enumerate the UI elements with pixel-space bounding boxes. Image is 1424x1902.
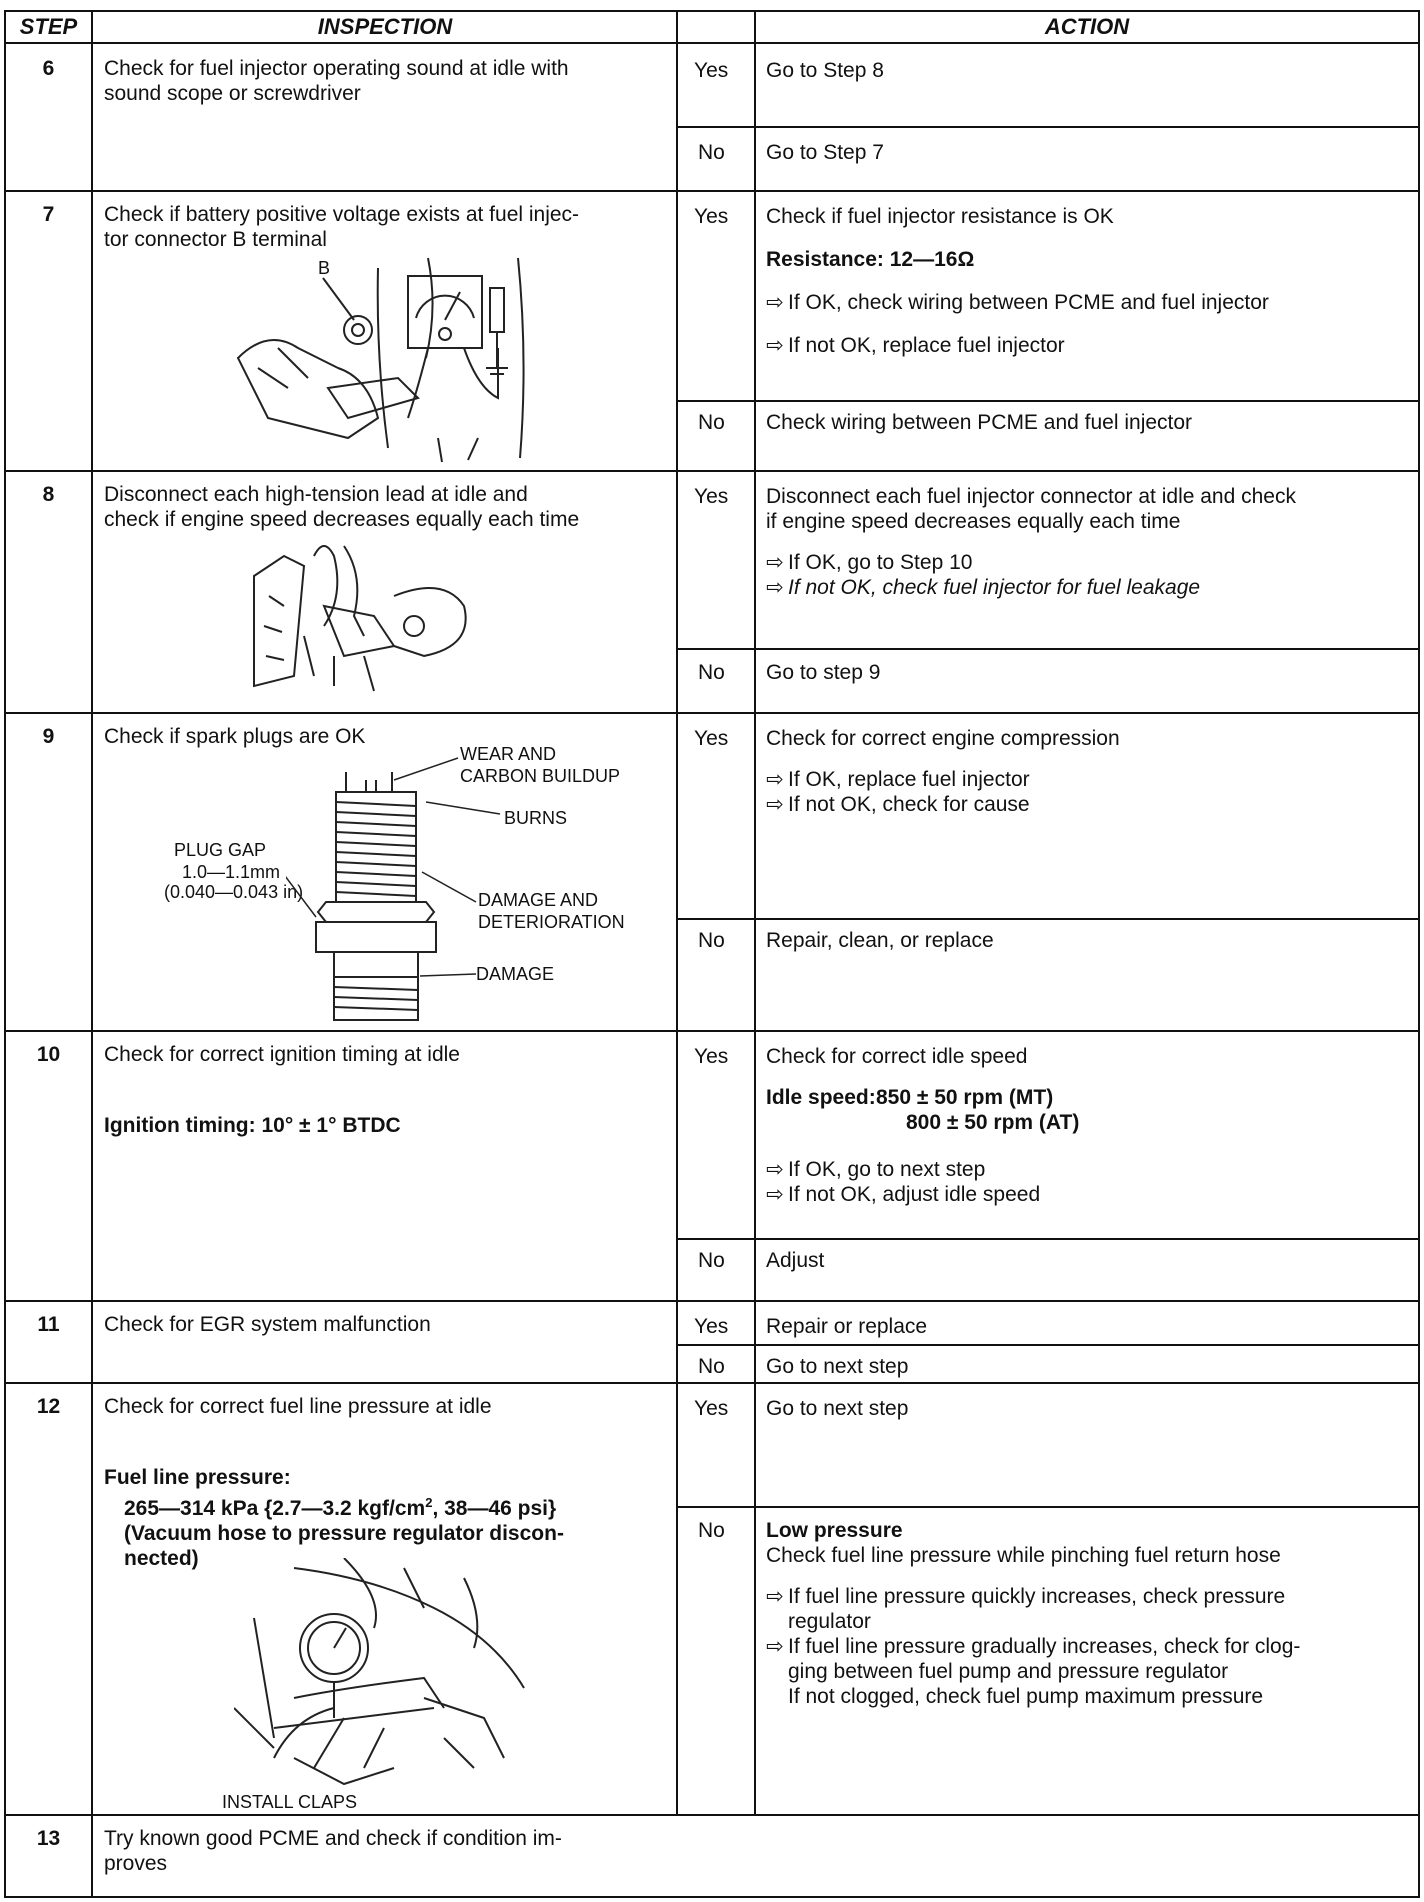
yes-label: Yes [694, 205, 729, 228]
label-burns: BURNS [504, 808, 568, 828]
header-action: ACTION [1044, 14, 1130, 39]
step-8-yes-action: Disconnect each fuel injector connector at idle and check if engine speed decreases equally each time ⇨ If OK, go to Step 10 ⇨ If not OK, check fuel injector for fuel leakage [766, 485, 1296, 599]
step-6-inspection: Check for fuel injector operating sound at idle with sound scope or screwdriver [104, 57, 569, 105]
step-number: 11 [37, 1313, 60, 1336]
label-install-claps: INSTALL CLAPS [222, 1792, 358, 1812]
step-12-no-action: Low pressure Check fuel line pressure while pinching fuel return hose ⇨ If fuel line pressure quickly increases, check pressure regulator ⇨ If fuel line pressure gradually increases, check for clog- ging between fuel pump and pressure regulator If not clogged, check fuel pump maximum pressure [766, 1519, 1301, 1708]
step-8-no-action: Go to step 9 [766, 661, 881, 684]
label-gap-mm: 1.0—1.1mm [182, 862, 281, 882]
no-label: No [698, 1519, 725, 1542]
step-9-no-action: Repair, clean, or replace [766, 929, 994, 952]
yes-label: Yes [694, 1397, 729, 1420]
arrow-icon: ⇨ [766, 1183, 784, 1206]
step-11-inspection: Check for EGR system malfunction [104, 1313, 431, 1336]
high-tension-lead-illustration [244, 536, 484, 696]
arrow-icon: ⇨ [766, 576, 784, 599]
pressure-gauge-illustration [234, 1558, 534, 1788]
arrow-icon: ⇨ [766, 1635, 784, 1658]
step-6-no-action: Go to Step 7 [766, 141, 884, 164]
step-7-inspection: Check if battery positive voltage exists at fuel injec- tor connector B terminal [104, 203, 580, 251]
step-10-yes-action: Check for correct idle speed Idle speed:850 ± 50 rpm (MT) 800 ± 50 rpm (AT) ⇨ If OK, go to next step ⇨ If not OK, adjust idle speed [766, 1045, 1080, 1206]
yes-label: Yes [694, 485, 729, 508]
step-number: 10 [36, 1043, 61, 1066]
step-number: 9 [42, 725, 55, 748]
label-damage-and: DAMAGE AND [478, 890, 599, 910]
label-plug-gap: PLUG GAP [174, 840, 267, 860]
arrow-icon: ⇨ [766, 768, 784, 791]
step-number: 6 [42, 57, 55, 80]
label-deterioration: DETERIORATION [478, 912, 625, 932]
header-step: STEP [19, 14, 78, 39]
header-inspection: INSPECTION [317, 14, 453, 39]
step-12-yes-action: Go to next step [766, 1397, 909, 1420]
arrow-icon: ⇨ [766, 291, 784, 314]
arrow-icon: ⇨ [766, 1158, 784, 1181]
step-number: 7 [42, 203, 55, 226]
yes-label: Yes [694, 59, 729, 82]
step-7-no-action: Check wiring between PCME and fuel injector [766, 411, 1193, 434]
label-wear-and: WEAR AND [460, 744, 557, 764]
label-gap-in: (0.040—0.043 in) [164, 882, 304, 902]
figure-label-b: B [318, 258, 331, 278]
step-8-inspection: Disconnect each high-tension lead at idle and check if engine speed decreases equally each time [104, 483, 580, 531]
step-7-yes-action: Check if fuel injector resistance is OK Resistance: 12—16Ω ⇨ If OK, check wiring between PCME and fuel injector ⇨ If not OK, replace fuel injector [766, 205, 1269, 357]
label-damage: DAMAGE [476, 964, 555, 984]
yes-label: Yes [694, 727, 729, 750]
arrow-icon: ⇨ [766, 334, 784, 357]
no-label: No [698, 1355, 725, 1378]
arrow-icon: ⇨ [766, 551, 784, 574]
diagnostic-table [4, 10, 1420, 1898]
col-divider-step [91, 12, 93, 1896]
step-number: 8 [42, 483, 55, 506]
step-12-inspection: Check for correct fuel line pressure at idle Fuel line pressure: 265—314 kPa {2.7—3.2 kgf/$cm^2$, 38—46 psi} (Vacuum hose to pressure regulator discon- nected) [104, 1395, 564, 1570]
step-9-inspection: Check if spark plugs are OK [104, 725, 366, 748]
arrow-icon: ⇨ [766, 1585, 784, 1608]
spark-plug-leaders [286, 752, 506, 992]
yes-label: Yes [694, 1315, 729, 1338]
no-label: No [698, 141, 725, 164]
arrow-icon: ⇨ [766, 793, 784, 816]
step-9-yes-action: Check for correct engine compression ⇨ If OK, replace fuel injector ⇨ If not OK, check for cause [766, 727, 1120, 816]
no-label: No [698, 929, 725, 952]
no-label: No [698, 411, 725, 434]
voltmeter-illustration [228, 248, 558, 464]
no-label: No [698, 661, 725, 684]
label-carbon-buildup: CARBON BUILDUP [460, 766, 621, 786]
no-label: No [698, 1249, 725, 1272]
step-10-no-action: Adjust [766, 1249, 825, 1272]
yes-label: Yes [694, 1045, 729, 1068]
step-10-inspection: Check for correct ignition timing at idle Ignition timing: 10° ± 1° BTDC [104, 1043, 460, 1137]
col-divider-yesno [754, 42, 756, 1814]
step-11-no-action: Go to next step [766, 1355, 909, 1378]
step-13-inspection: Try known good PCME and check if condition im- proves [104, 1827, 562, 1875]
step-11-yes-action: Repair or replace [766, 1315, 928, 1338]
col-divider-inspection [676, 12, 678, 1814]
step-6-yes-action: Go to Step 8 [766, 59, 884, 82]
step-number: 13 [36, 1827, 61, 1850]
step-number: 12 [36, 1395, 61, 1418]
